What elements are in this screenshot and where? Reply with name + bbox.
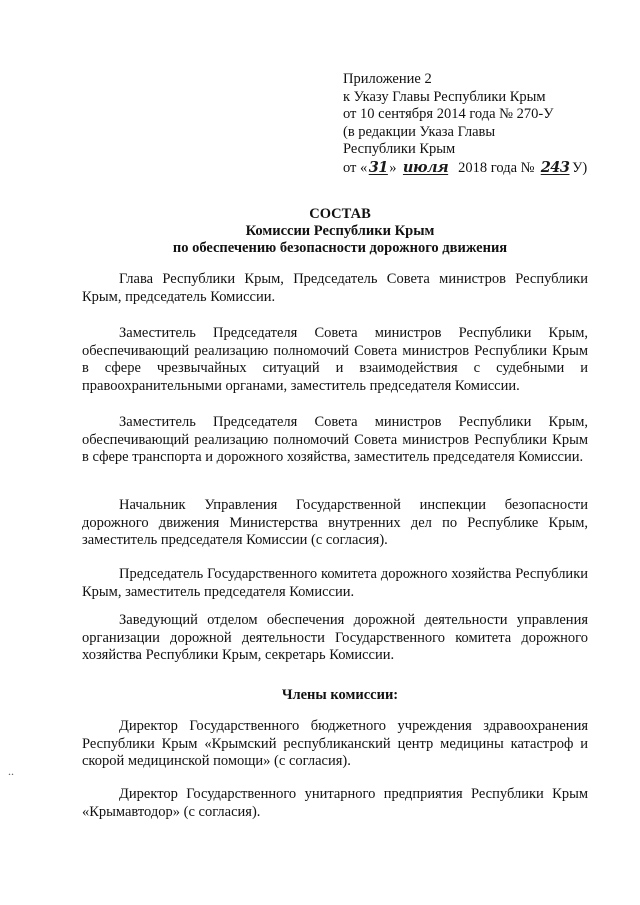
appendix-block	[343, 71, 613, 178]
date-year: 2018 года №	[458, 159, 535, 176]
date-prefix: от «	[343, 159, 368, 176]
document-title: СОСТАВ	[309, 206, 371, 222]
paragraph: Заместитель Председателя Совета министров Республики Крым, обеспечивающий реализацию полномочий Совета министров Республики Крым в сфере транспорта и дорожного хозяйства, заместитель председателя Комиссии.	[82, 414, 588, 466]
date-mid: »	[389, 159, 397, 176]
date-suffix: У)	[572, 159, 588, 176]
paragraph: Заместитель Председателя Совета министров Республики Крым, обеспечивающий реализацию полномочий Совета министров Республики Крым в сфере чрезвычайных ситуаций и взаимодействия с судебными и правоохранительными органами, заместитель председателя Комиссии.	[82, 325, 588, 394]
document-subtitle: по обеспечению безопасности дорожного движения	[172, 240, 508, 256]
paragraph: Председатель Государственного комитета дорожного хозяйства Республики Крым, заместитель председателя Комиссии.	[82, 566, 588, 600]
margin-mark: ..	[8, 764, 14, 778]
paragraph: Начальник Управления Государственной инспекции безопасности дорожного движения Министерства внутренних дел по Республике Крым, заместитель председателя Комиссии (с согласия).	[82, 497, 588, 549]
handwritten-number: 243	[540, 158, 570, 176]
members-heading: Члены комиссии:	[281, 687, 399, 703]
appendix-line: от 10 сентября 2014 года № 270-У	[343, 106, 554, 123]
paragraph: Глава Республики Крым, Председатель Совета министров Республики Крым, председатель Комиссии.	[82, 271, 588, 305]
handwritten-day: 31	[368, 158, 388, 176]
appendix-line: (в редакции Указа Главы	[343, 123, 496, 140]
appendix-line: Приложение 2	[343, 71, 432, 87]
member-paragraph: Директор Государственного бюджетного учреждения здравоохранения Республики Крым «Крымский республиканский центр медицины катастроф и скорой медицинской помощи» (с согласия).	[82, 718, 588, 770]
appendix-line: Республики Крым	[343, 141, 456, 158]
handwritten-month: июля	[402, 158, 449, 176]
document-subtitle: Комиссии Республики Крым	[245, 223, 435, 239]
appendix-date-line	[343, 159, 613, 178]
member-paragraph: Директор Государственного унитарного предприятия Республики Крым «Крымавтодор» (с согласия).	[82, 786, 588, 820]
appendix-line: к Указу Главы Республики Крым	[343, 88, 546, 105]
paragraph: Заведующий отделом обеспечения дорожной деятельности управления организации дорожной деятельности Государственного комитета дорожного хозяйства Республики Крым, секретарь Комиссии.	[82, 612, 588, 664]
